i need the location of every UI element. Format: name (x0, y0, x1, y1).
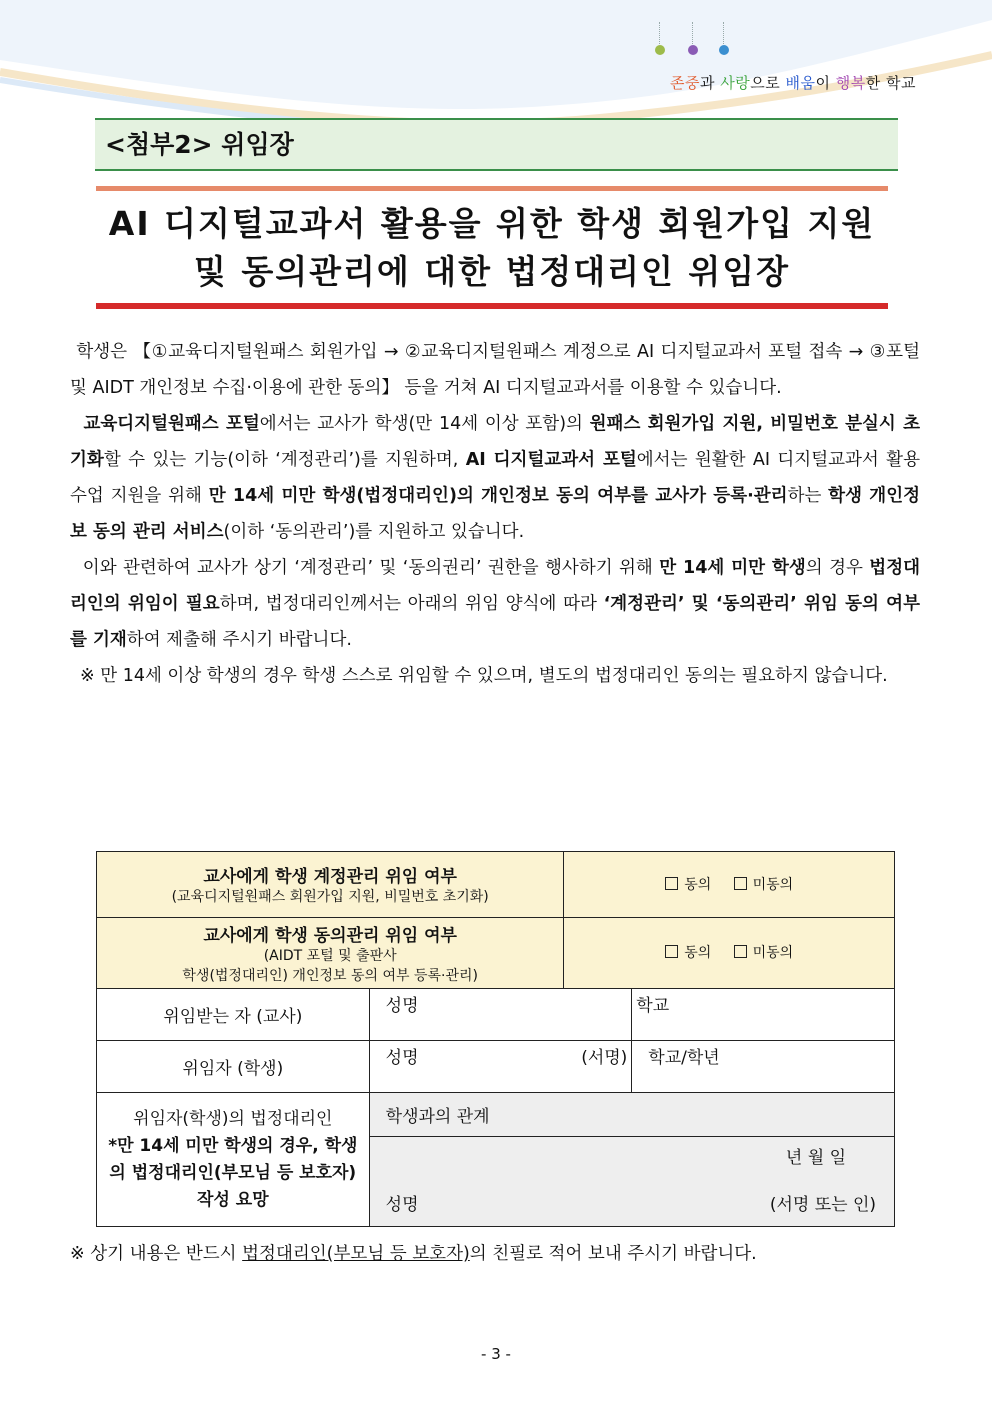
account-delegation-label: 교사에게 학생 계정관리 위임 여부 (교육디지털원패스 회원가입 지원, 비밀번호 초기화) (97, 852, 564, 918)
note: ※ 만 14세 이상 학생의 경우 학생 스스로 위임할 수 있으며, 별도의 법정대리인 동의는 필요하지 않습니다. (80, 666, 888, 686)
relation-field[interactable]: 학생과의 관계 (369, 1093, 894, 1137)
account-delegation-options (564, 852, 895, 918)
emphasis-text: 만 14세 미만 학생 (659, 558, 806, 578)
consent-disagree-checkbox[interactable]: 미동의 (734, 945, 794, 961)
body-text-segment: (이하 ‘동의관리’)를 지원하고 있습니다. (223, 522, 525, 542)
body-text-segment: 하는 (787, 486, 829, 506)
consent-delegation-options (564, 918, 895, 989)
account-disagree-checkbox[interactable]: 미동의 (734, 877, 794, 893)
consent-delegation-label: 교사에게 학생 동의관리 위임 여부 (AIDT 포털 및 출판사 학생(법정대리인) 개인정보 동의 여부 등록·관리) (97, 918, 564, 989)
delegatee-school-field[interactable]: 학교 (632, 989, 895, 1041)
body-text-segment: 하여 제출해 주시기 바랍니다. (126, 630, 352, 650)
body-text-segment: 의 경우 (805, 558, 870, 578)
body-text-segment: 할 수 있는 기능(이하 ‘계정관리’)를 지원하며, (103, 450, 466, 470)
document-title-line-1: AI 디지털교과서 활용을 위한 학생 회원가입 지원 (108, 204, 876, 243)
page-number: - 3 - (481, 1345, 511, 1363)
emphasis-text: AI 디지털교과서 포털 (465, 450, 637, 470)
title-top-bar (96, 186, 888, 191)
guardian-label: 위임자(학생)의 법정대리인 *만 14세 미만 학생의 경우, 학생의 법정대리인(부모님 등 보호자) 작성 요망 (97, 1093, 370, 1227)
emphasis-text: 학생 개인정보 동의 관리 서비스 (70, 486, 921, 542)
emphasis-text: 원패스 회원가입 지원, 비밀번호 분실시 초기화 (70, 414, 920, 470)
paragraph-3 (70, 550, 920, 658)
delegatee-label: 위임받는 자 (교사) (97, 989, 370, 1041)
emphasis-text: ‘계정관리’ 및 ‘동의관리’ 위임 동의 여부를 기재 (70, 594, 920, 650)
document-title (96, 200, 888, 296)
guardian-sign-field[interactable] (369, 1137, 894, 1227)
school-motto: 존중과 사랑으로 배움이 행복한 학교 (670, 74, 916, 92)
emphasis-text: 만 14세 미만 학생(법정대리인)의 개인정보 동의 여부를 교사가 등록·관리 (208, 486, 788, 506)
paragraph-1: 학생은 【①교육디지털원패스 회원가입 → ②교육디지털원패스 계정으로 AI 디지털교과서 포털 접속 → ③포털 및 AIDT 개인정보 수집·이용에 관한 동의】 등을 거쳐 AI 디지털교과서를 이용할 수 있습니다. (70, 342, 920, 398)
consent-agree-checkbox[interactable]: 동의 (665, 945, 711, 961)
document-title-line-2: 및 동의관리에 대한 법정대리인 위임장 (193, 252, 790, 291)
body-text-segment: 에서는 원활한 AI 디지털교과서 활용 수업 지원을 위해 (70, 450, 920, 506)
account-agree-checkbox[interactable]: 동의 (665, 877, 711, 893)
paragraph-2 (70, 406, 920, 550)
emphasis-text: 법정대리인의 위임이 필요 (70, 558, 921, 614)
body-text-segment: 이와 관련하여 교사가 상기 ‘계정관리’ 및 ‘동의권리’ 권한을 행사하기 위해 (82, 558, 660, 578)
title-bottom-bar (96, 303, 888, 309)
attachment-title: <첨부2> 위임장 (95, 118, 898, 171)
date-field: 년 월 일 (785, 1148, 846, 1168)
body-text (70, 334, 920, 694)
delegator-label: 위임자 (학생) (97, 1041, 370, 1093)
body-text-segment: 에서는 교사가 학생(만 14세 이상 포함)의 (259, 414, 590, 434)
delegator-school-grade-field[interactable]: 학교/학년 (632, 1041, 895, 1093)
body-text-segment: 하며, 법정대리인께서는 아래의 위임 양식에 따라 (219, 594, 604, 614)
delegator-name-field[interactable]: 성명 (서명) (369, 1041, 632, 1093)
emphasis-text: 교육디지털원패스 포털 (83, 414, 260, 434)
guardian-name-line: 성명 (서명 또는 인) (385, 1195, 876, 1215)
delegation-form (96, 851, 895, 1227)
delegatee-name-field[interactable]: 성명 (369, 989, 632, 1041)
footnote: ※ 상기 내용은 반드시 법정대리인(부모님 등 보호자)의 친필로 적어 보내 주시기 바랍니다. (70, 1244, 757, 1264)
